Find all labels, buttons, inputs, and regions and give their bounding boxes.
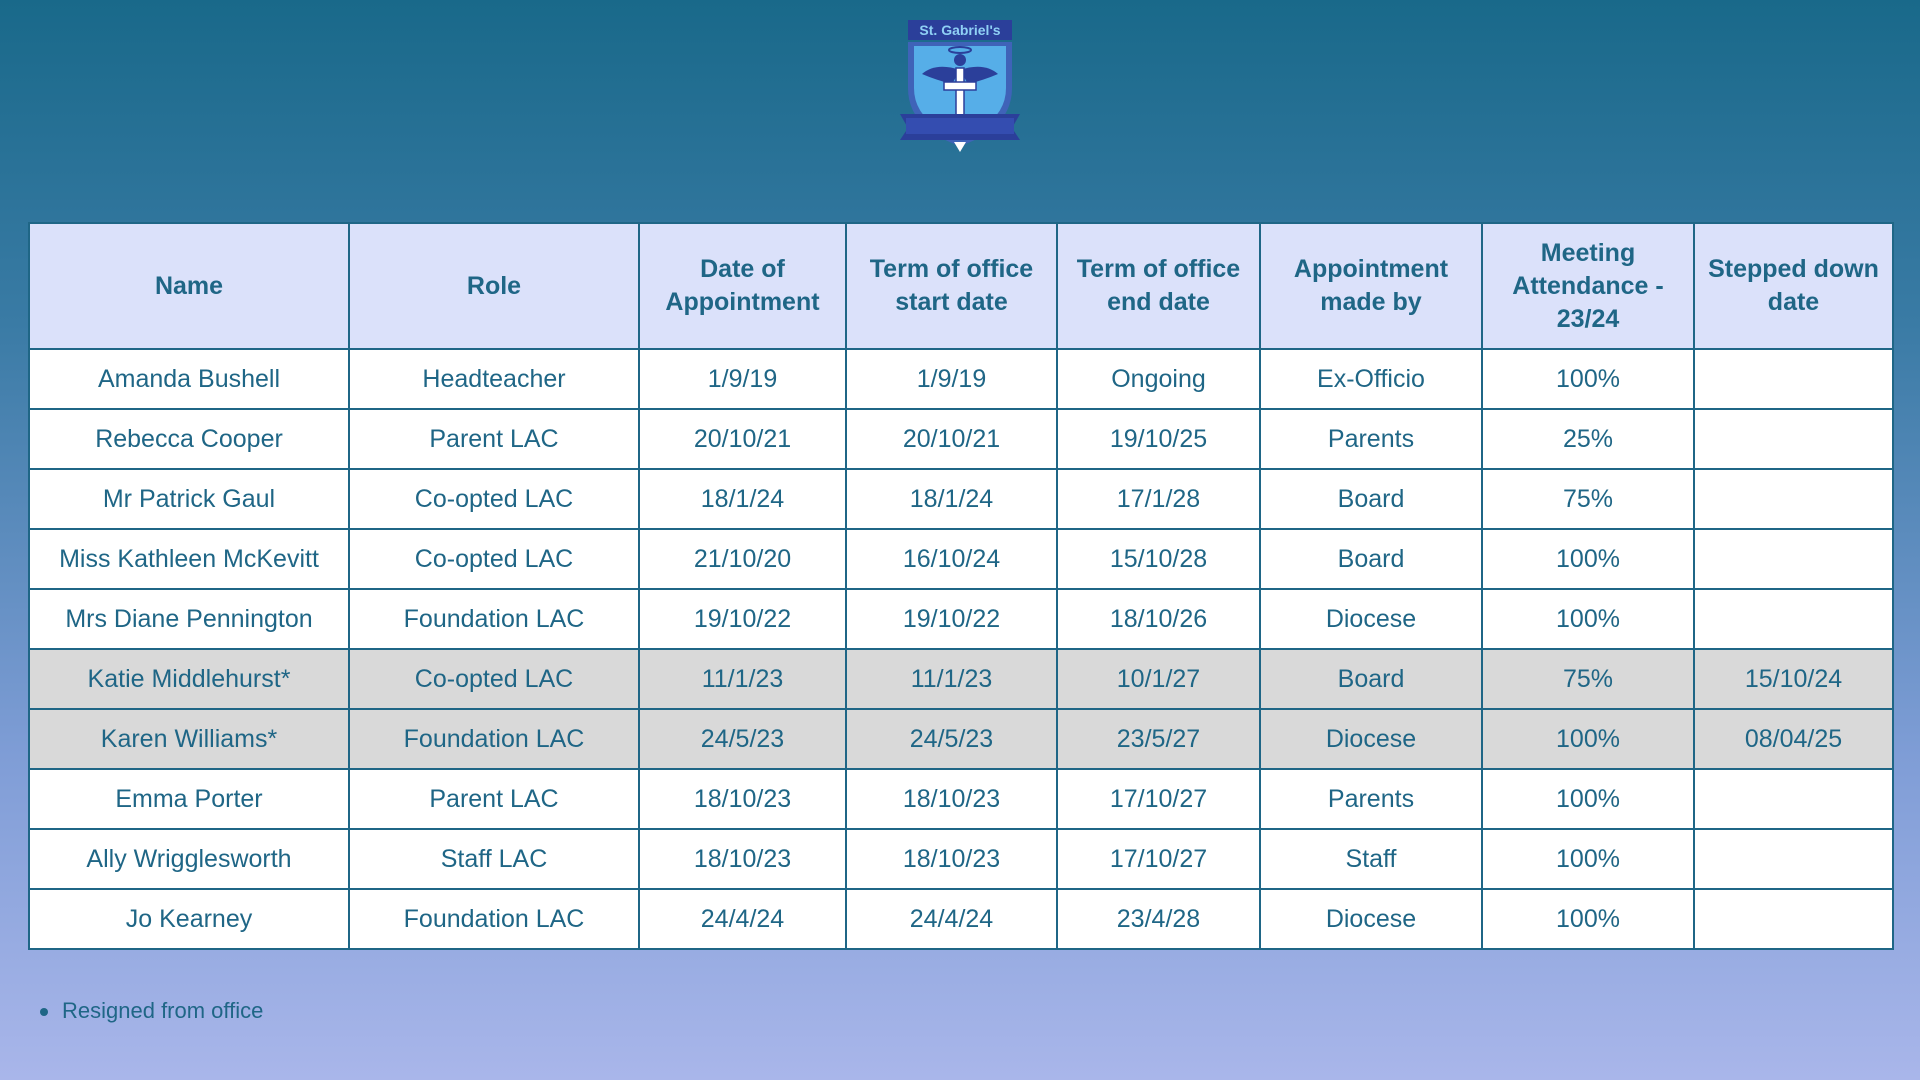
cell-date-of-appointment: 11/1/23 <box>639 649 846 709</box>
column-header-role: Role <box>349 223 639 349</box>
cell-attendance: 100% <box>1482 349 1694 409</box>
crest-icon <box>896 18 1024 154</box>
table-row-resigned <box>29 649 1893 709</box>
cell-role: Parent LAC <box>349 769 639 829</box>
cell-name: Jo Kearney <box>29 889 349 949</box>
cell-role: Co-opted LAC <box>349 529 639 589</box>
cell-appointed-by: Diocese <box>1260 709 1482 769</box>
cell-name: Amanda Bushell <box>29 349 349 409</box>
cell-attendance: 100% <box>1482 829 1694 889</box>
table-row <box>29 889 1893 949</box>
cell-term-end: Ongoing <box>1057 349 1260 409</box>
cell-name: Emma Porter <box>29 769 349 829</box>
cell-term-start: 11/1/23 <box>846 649 1057 709</box>
table-row <box>29 769 1893 829</box>
cell-term-end: 19/10/25 <box>1057 409 1260 469</box>
cell-role: Foundation LAC <box>349 709 639 769</box>
cell-date-of-appointment: 24/4/24 <box>639 889 846 949</box>
cell-appointed-by: Ex-Officio <box>1260 349 1482 409</box>
cell-term-end: 23/4/28 <box>1057 889 1260 949</box>
column-header-term-start: Term of office start date <box>846 223 1057 349</box>
cell-attendance: 100% <box>1482 769 1694 829</box>
table-row <box>29 829 1893 889</box>
cell-date-of-appointment: 20/10/21 <box>639 409 846 469</box>
cell-stepped-down <box>1694 589 1893 649</box>
cell-term-start: 19/10/22 <box>846 589 1057 649</box>
cell-name: Rebecca Cooper <box>29 409 349 469</box>
cell-appointed-by: Diocese <box>1260 589 1482 649</box>
cell-term-start: 24/4/24 <box>846 889 1057 949</box>
cell-term-start: 24/5/23 <box>846 709 1057 769</box>
cell-role: Staff LAC <box>349 829 639 889</box>
school-crest-logo <box>896 18 1024 154</box>
cell-date-of-appointment: 24/5/23 <box>639 709 846 769</box>
cell-term-end: 18/10/26 <box>1057 589 1260 649</box>
cell-term-end: 17/10/27 <box>1057 769 1260 829</box>
cell-stepped-down <box>1694 349 1893 409</box>
governors-table-container <box>28 222 1892 950</box>
cell-role: Co-opted LAC <box>349 469 639 529</box>
column-header-stepped-down-date: Stepped down date <box>1694 223 1893 349</box>
cell-attendance: 25% <box>1482 409 1694 469</box>
cell-name: Karen Williams* <box>29 709 349 769</box>
cell-date-of-appointment: 18/10/23 <box>639 829 846 889</box>
logo-text: St. Gabriel's <box>919 22 1001 38</box>
cell-date-of-appointment: 21/10/20 <box>639 529 846 589</box>
column-header-term-end: Term of office end date <box>1057 223 1260 349</box>
cell-date-of-appointment: 18/1/24 <box>639 469 846 529</box>
table-row-resigned <box>29 709 1893 769</box>
cell-attendance: 75% <box>1482 469 1694 529</box>
cell-stepped-down <box>1694 469 1893 529</box>
table-row <box>29 469 1893 529</box>
column-header-name: Name <box>29 223 349 349</box>
cell-appointed-by: Diocese <box>1260 889 1482 949</box>
table-header-row <box>29 223 1893 349</box>
cell-role: Co-opted LAC <box>349 649 639 709</box>
table-row <box>29 349 1893 409</box>
table-row <box>29 409 1893 469</box>
cell-stepped-down <box>1694 769 1893 829</box>
cell-name: Mr Patrick Gaul <box>29 469 349 529</box>
cell-term-start: 18/10/23 <box>846 769 1057 829</box>
cell-stepped-down <box>1694 829 1893 889</box>
column-header-date-of-appointment: Date of Appointment <box>639 223 846 349</box>
cell-role: Parent LAC <box>349 409 639 469</box>
cell-term-end: 17/1/28 <box>1057 469 1260 529</box>
cell-term-end: 17/10/27 <box>1057 829 1260 889</box>
cell-appointed-by: Board <box>1260 649 1482 709</box>
cell-term-start: 18/1/24 <box>846 469 1057 529</box>
cell-term-end: 15/10/28 <box>1057 529 1260 589</box>
column-header-appointment-made-by: Appointment made by <box>1260 223 1482 349</box>
cell-role: Headteacher <box>349 349 639 409</box>
cell-date-of-appointment: 19/10/22 <box>639 589 846 649</box>
cell-term-end: 23/5/27 <box>1057 709 1260 769</box>
bullet-icon <box>40 1008 48 1016</box>
cell-appointed-by: Parents <box>1260 409 1482 469</box>
cell-stepped-down <box>1694 889 1893 949</box>
cell-name: Ally Wrigglesworth <box>29 829 349 889</box>
governors-table <box>28 222 1894 950</box>
footnote <box>40 998 263 1024</box>
cell-appointed-by: Board <box>1260 469 1482 529</box>
column-header-meeting-attendance: Meeting Attendance - 23/24 <box>1482 223 1694 349</box>
cell-stepped-down: 08/04/25 <box>1694 709 1893 769</box>
cell-role: Foundation LAC <box>349 889 639 949</box>
cell-date-of-appointment: 1/9/19 <box>639 349 846 409</box>
cell-term-start: 16/10/24 <box>846 529 1057 589</box>
cell-name: Miss Kathleen McKevitt <box>29 529 349 589</box>
cell-name: Mrs Diane Pennington <box>29 589 349 649</box>
cell-stepped-down <box>1694 529 1893 589</box>
cell-attendance: 75% <box>1482 649 1694 709</box>
cell-attendance: 100% <box>1482 889 1694 949</box>
cell-appointed-by: Staff <box>1260 829 1482 889</box>
cell-date-of-appointment: 18/10/23 <box>639 769 846 829</box>
cell-attendance: 100% <box>1482 709 1694 769</box>
cell-attendance: 100% <box>1482 589 1694 649</box>
cell-term-start: 20/10/21 <box>846 409 1057 469</box>
table-row <box>29 529 1893 589</box>
cell-appointed-by: Parents <box>1260 769 1482 829</box>
footnote-text: Resigned from office <box>62 998 264 1023</box>
cell-name: Katie Middlehurst* <box>29 649 349 709</box>
cell-role: Foundation LAC <box>349 589 639 649</box>
cell-stepped-down: 15/10/24 <box>1694 649 1893 709</box>
table-row <box>29 589 1893 649</box>
cell-attendance: 100% <box>1482 529 1694 589</box>
cell-appointed-by: Board <box>1260 529 1482 589</box>
cell-term-start: 1/9/19 <box>846 349 1057 409</box>
cell-stepped-down <box>1694 409 1893 469</box>
cell-term-end: 10/1/27 <box>1057 649 1260 709</box>
cell-term-start: 18/10/23 <box>846 829 1057 889</box>
